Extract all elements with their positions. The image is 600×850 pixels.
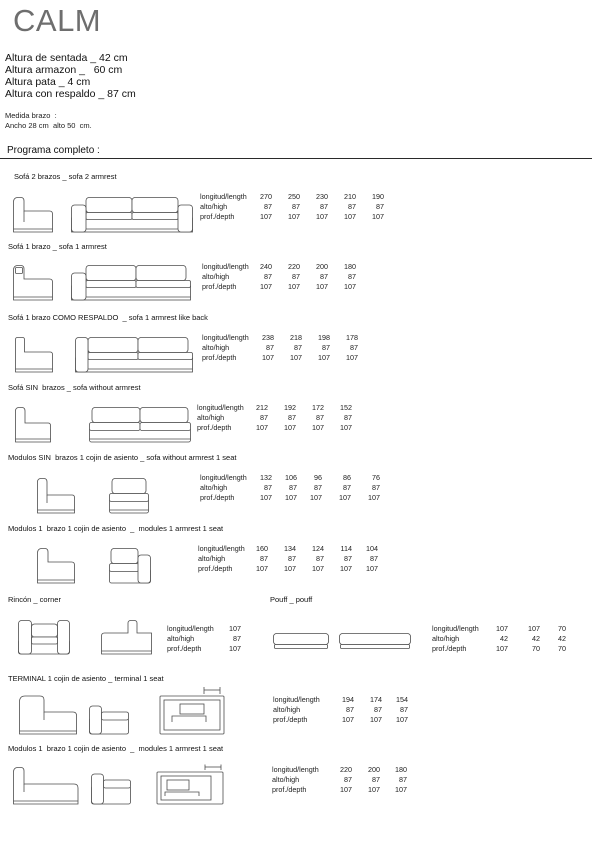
dimension-label-high: alto/high bbox=[273, 705, 301, 714]
dimension-label-high: alto/high bbox=[272, 775, 300, 784]
dimension-value-depth: 107 bbox=[229, 644, 241, 653]
dimension-value-length: 178 bbox=[346, 333, 358, 342]
dimension-value-high: 87 bbox=[344, 775, 352, 784]
dimension-label-high: alto/high bbox=[200, 483, 228, 492]
dimension-value-length: 96 bbox=[314, 473, 322, 482]
section-title: Sofá SIN brazos _ sofa without armrest bbox=[8, 383, 141, 392]
spec-leg-height: Altura pata _ 4 cm bbox=[5, 76, 91, 88]
spec-frame-height: Altura armazon _ 60 cm bbox=[5, 64, 123, 76]
dimension-label-high: alto/high bbox=[198, 554, 226, 563]
dimension-label-depth: prof./depth bbox=[273, 715, 308, 724]
dimension-value-high: 87 bbox=[320, 202, 328, 211]
dimension-value-length: 107 bbox=[528, 624, 540, 633]
dimension-value-length: 106 bbox=[285, 473, 297, 482]
sofa-armrest-like-back-side-drawing bbox=[14, 336, 54, 374]
module-1-arm-side-drawing bbox=[36, 547, 76, 585]
dimension-value-length: 154 bbox=[396, 695, 408, 704]
dimension-value-depth: 107 bbox=[316, 212, 328, 221]
dimension-value-high: 87 bbox=[260, 554, 268, 563]
dimension-value-length: 250 bbox=[288, 192, 300, 201]
dimension-value-high: 87 bbox=[292, 272, 300, 281]
dimension-value-depth: 107 bbox=[288, 212, 300, 221]
dimension-value-high: 87 bbox=[322, 343, 330, 352]
dimension-value-length: 198 bbox=[318, 333, 330, 342]
dimension-value-high: 87 bbox=[314, 483, 322, 492]
sofa-without-armrest-front-drawing bbox=[88, 406, 192, 444]
dimension-value-high: 87 bbox=[374, 705, 382, 714]
dimension-value-depth: 107 bbox=[368, 493, 380, 502]
dimension-value-high: 87 bbox=[316, 554, 324, 563]
dimension-value-length: 76 bbox=[372, 473, 380, 482]
dimension-value-length: 212 bbox=[256, 403, 268, 412]
dimension-value-depth: 107 bbox=[312, 423, 324, 432]
heading-rule bbox=[0, 158, 592, 159]
dimension-value-length: 104 bbox=[366, 544, 378, 553]
dimension-value-length: 194 bbox=[342, 695, 354, 704]
dimension-value-depth: 107 bbox=[260, 282, 272, 291]
dimension-value-length: 200 bbox=[368, 765, 380, 774]
dimension-value-depth: 107 bbox=[260, 212, 272, 221]
dimension-value-depth: 107 bbox=[370, 715, 382, 724]
dimension-value-depth: 107 bbox=[290, 353, 302, 362]
dimension-value-depth: 107 bbox=[346, 353, 358, 362]
dimension-value-length: 134 bbox=[284, 544, 296, 553]
dimension-value-length: 210 bbox=[344, 192, 356, 201]
dimension-value-depth: 70 bbox=[532, 644, 540, 653]
dimension-value-length: 70 bbox=[558, 624, 566, 633]
pouff-long-drawing bbox=[338, 632, 412, 650]
dimension-value-length: 270 bbox=[260, 192, 272, 201]
dimension-value-length: 160 bbox=[256, 544, 268, 553]
terminal-side-drawing bbox=[18, 694, 78, 736]
section-title: Modulos 1 brazo 1 cojin de asiento _ modules 1 armrest 1 seat bbox=[8, 744, 224, 753]
dimension-label-high: alto/high bbox=[167, 634, 195, 643]
dimension-value-high: 87 bbox=[343, 483, 351, 492]
dimension-value-depth: 107 bbox=[288, 282, 300, 291]
dimension-value-high: 87 bbox=[346, 705, 354, 714]
dimension-value-high: 87 bbox=[294, 343, 302, 352]
dimension-value-high: 87 bbox=[264, 272, 272, 281]
dimension-label-length: longitud/length bbox=[272, 765, 319, 774]
dimension-label-depth: prof./depth bbox=[202, 282, 237, 291]
dimension-value-depth: 107 bbox=[256, 423, 268, 432]
dimension-value-length: 218 bbox=[290, 333, 302, 342]
dimension-value-depth: 107 bbox=[262, 353, 274, 362]
dimension-value-high: 87 bbox=[288, 413, 296, 422]
dimension-value-length: 220 bbox=[288, 262, 300, 271]
sofa-2-armrest-side-drawing bbox=[12, 196, 54, 234]
dimension-value-high: 87 bbox=[289, 483, 297, 492]
dimension-value-high: 87 bbox=[316, 413, 324, 422]
dimension-value-depth: 107 bbox=[368, 785, 380, 794]
sofa-1-armrest-front-drawing bbox=[70, 264, 192, 302]
corner-front-drawing bbox=[17, 619, 71, 656]
dimension-value-depth: 70 bbox=[558, 644, 566, 653]
dimension-value-length: 174 bbox=[370, 695, 382, 704]
dimension-value-high: 87 bbox=[400, 705, 408, 714]
dimension-value-high: 87 bbox=[266, 343, 274, 352]
dimension-label-length: longitud/length bbox=[200, 473, 247, 482]
module-1-arm-long-side-drawing bbox=[12, 766, 80, 806]
dimension-value-length: 200 bbox=[316, 262, 328, 271]
dimension-value-depth: 107 bbox=[340, 785, 352, 794]
dimension-label-length: longitud/length bbox=[202, 262, 249, 271]
dimension-value-depth: 107 bbox=[260, 493, 272, 502]
dimension-value-length: 190 bbox=[372, 192, 384, 201]
dimension-value-high: 87 bbox=[399, 775, 407, 784]
dimension-label-high: alto/high bbox=[197, 413, 225, 422]
dimension-value-length: 180 bbox=[344, 262, 356, 271]
dimension-label-length: longitud/length bbox=[273, 695, 320, 704]
dimension-value-high: 87 bbox=[260, 413, 268, 422]
section-title: TERMINAL 1 cojin de asiento _ terminal 1 seat bbox=[8, 674, 164, 683]
dimension-value-depth: 107 bbox=[396, 715, 408, 724]
dimension-value-depth: 107 bbox=[339, 493, 351, 502]
module-1-arm-long-front-drawing bbox=[90, 766, 132, 806]
dimension-value-high: 87 bbox=[288, 554, 296, 563]
dimension-value-high: 87 bbox=[348, 272, 356, 281]
module-no-arm-front-drawing bbox=[108, 477, 150, 515]
sofa-without-armrest-side-drawing bbox=[14, 406, 52, 444]
dimension-label-high: alto/high bbox=[200, 202, 228, 211]
dimension-value-depth: 107 bbox=[344, 212, 356, 221]
dimension-value-high: 87 bbox=[350, 343, 358, 352]
module-1-arm-front-drawing bbox=[108, 547, 152, 585]
dimension-value-high: 87 bbox=[264, 483, 272, 492]
dimension-label-high: alto/high bbox=[202, 343, 230, 352]
dimension-value-depth: 107 bbox=[312, 564, 324, 573]
section-title: Modulos SIN brazos 1 cojin de asiento _ sofa without armrest 1 seat bbox=[8, 453, 237, 462]
module-1-arm-long-top-view-drawing bbox=[155, 764, 225, 806]
dimension-value-depth: 107 bbox=[340, 564, 352, 573]
dimension-value-high: 87 bbox=[320, 272, 328, 281]
section-title: Sofá 1 brazo _ sofa 1 armrest bbox=[8, 242, 107, 251]
dimension-label-length: longitud/length bbox=[432, 624, 479, 633]
dimension-value-length: 240 bbox=[260, 262, 272, 271]
section-title: Sofá 1 brazo COMO RESPALDO _ sofa 1 armrest like back bbox=[8, 313, 208, 322]
dimension-label-depth: prof./depth bbox=[198, 564, 233, 573]
dimension-value-depth: 107 bbox=[285, 493, 297, 502]
dimension-value-depth: 107 bbox=[318, 353, 330, 362]
dimension-label-depth: prof./depth bbox=[197, 423, 232, 432]
dimension-label-length: longitud/length bbox=[197, 403, 244, 412]
terminal-front-drawing bbox=[88, 694, 130, 736]
dimension-value-depth: 107 bbox=[372, 212, 384, 221]
dimension-value-depth: 107 bbox=[496, 644, 508, 653]
dimension-value-length: 114 bbox=[340, 544, 352, 553]
dimension-value-high: 87 bbox=[370, 554, 378, 563]
dimension-label-high: alto/high bbox=[432, 634, 460, 643]
dimension-label-high: alto/high bbox=[202, 272, 230, 281]
dimension-value-depth: 107 bbox=[310, 493, 322, 502]
dimension-value-length: 124 bbox=[312, 544, 324, 553]
sofa-armrest-like-back-front-drawing bbox=[74, 336, 194, 374]
dimension-value-depth: 107 bbox=[366, 564, 378, 573]
terminal-top-view-drawing bbox=[158, 686, 226, 736]
dimension-label-depth: prof./depth bbox=[272, 785, 307, 794]
dimension-value-high: 42 bbox=[532, 634, 540, 643]
dimension-label-depth: prof./depth bbox=[202, 353, 237, 362]
arm-measure-label: Medida brazo : bbox=[5, 111, 57, 120]
section-title: Modulos 1 brazo 1 cojin de asiento _ modules 1 armrest 1 seat bbox=[8, 524, 224, 533]
dimension-value-high: 42 bbox=[500, 634, 508, 643]
dimension-label-length: longitud/length bbox=[198, 544, 245, 553]
dimension-label-length: longitud/length bbox=[200, 192, 247, 201]
corner-side-drawing bbox=[100, 619, 153, 656]
module-no-arm-side-drawing bbox=[36, 477, 76, 515]
dimension-value-length: 172 bbox=[312, 403, 324, 412]
dimension-value-depth: 107 bbox=[395, 785, 407, 794]
dimension-value-length: 132 bbox=[260, 473, 272, 482]
dimension-label-depth: prof./depth bbox=[432, 644, 467, 653]
dimension-value-length: 230 bbox=[316, 192, 328, 201]
arm-measure-value: Ancho 28 cm alto 50 cm. bbox=[5, 121, 92, 130]
dimension-value-depth: 107 bbox=[284, 423, 296, 432]
sofa-1-armrest-side-drawing bbox=[12, 264, 54, 302]
dimension-value-high: 87 bbox=[376, 202, 384, 211]
spec-seat-height: Altura de sentada _ 42 cm bbox=[5, 52, 128, 64]
dimension-value-depth: 107 bbox=[284, 564, 296, 573]
dimension-value-depth: 107 bbox=[340, 423, 352, 432]
dimension-value-depth: 107 bbox=[342, 715, 354, 724]
dimension-label-length: longitud/length bbox=[167, 624, 214, 633]
dimension-value-length: 192 bbox=[284, 403, 296, 412]
dimension-value-high: 42 bbox=[558, 634, 566, 643]
dimension-value-high: 87 bbox=[372, 483, 380, 492]
dimension-value-high: 87 bbox=[292, 202, 300, 211]
document-title: CALM bbox=[13, 3, 102, 38]
dimension-label-depth: prof./depth bbox=[200, 493, 235, 502]
dimension-value-length: 180 bbox=[395, 765, 407, 774]
dimension-value-high: 87 bbox=[264, 202, 272, 211]
section-title: Rincón _ corner bbox=[8, 595, 61, 604]
dimension-value-depth: 107 bbox=[256, 564, 268, 573]
dimension-value-length: 238 bbox=[262, 333, 274, 342]
dimension-value-high: 87 bbox=[348, 202, 356, 211]
pouff-square-drawing bbox=[272, 632, 330, 650]
dimension-value-length: 107 bbox=[229, 624, 241, 633]
dimension-value-length: 86 bbox=[343, 473, 351, 482]
dimension-value-length: 152 bbox=[340, 403, 352, 412]
section-title: Pouff _ pouff bbox=[270, 595, 313, 604]
sofa-2-armrest-front-drawing bbox=[70, 196, 194, 234]
dimension-value-length: 220 bbox=[340, 765, 352, 774]
spec-back-height: Altura con respaldo _ 87 cm bbox=[5, 88, 136, 100]
dimension-label-depth: prof./depth bbox=[167, 644, 202, 653]
dimension-value-depth: 107 bbox=[316, 282, 328, 291]
dimension-value-high: 87 bbox=[344, 554, 352, 563]
dimension-value-length: 107 bbox=[496, 624, 508, 633]
dimension-value-high: 87 bbox=[233, 634, 241, 643]
dimension-value-depth: 107 bbox=[344, 282, 356, 291]
dimension-label-length: longitud/length bbox=[202, 333, 249, 342]
dimension-value-high: 87 bbox=[372, 775, 380, 784]
dimension-value-high: 87 bbox=[344, 413, 352, 422]
program-heading: Programa completo : bbox=[7, 145, 100, 156]
section-title: Sofá 2 brazos _ sofa 2 armrest bbox=[14, 172, 117, 181]
dimension-label-depth: prof./depth bbox=[200, 212, 235, 221]
